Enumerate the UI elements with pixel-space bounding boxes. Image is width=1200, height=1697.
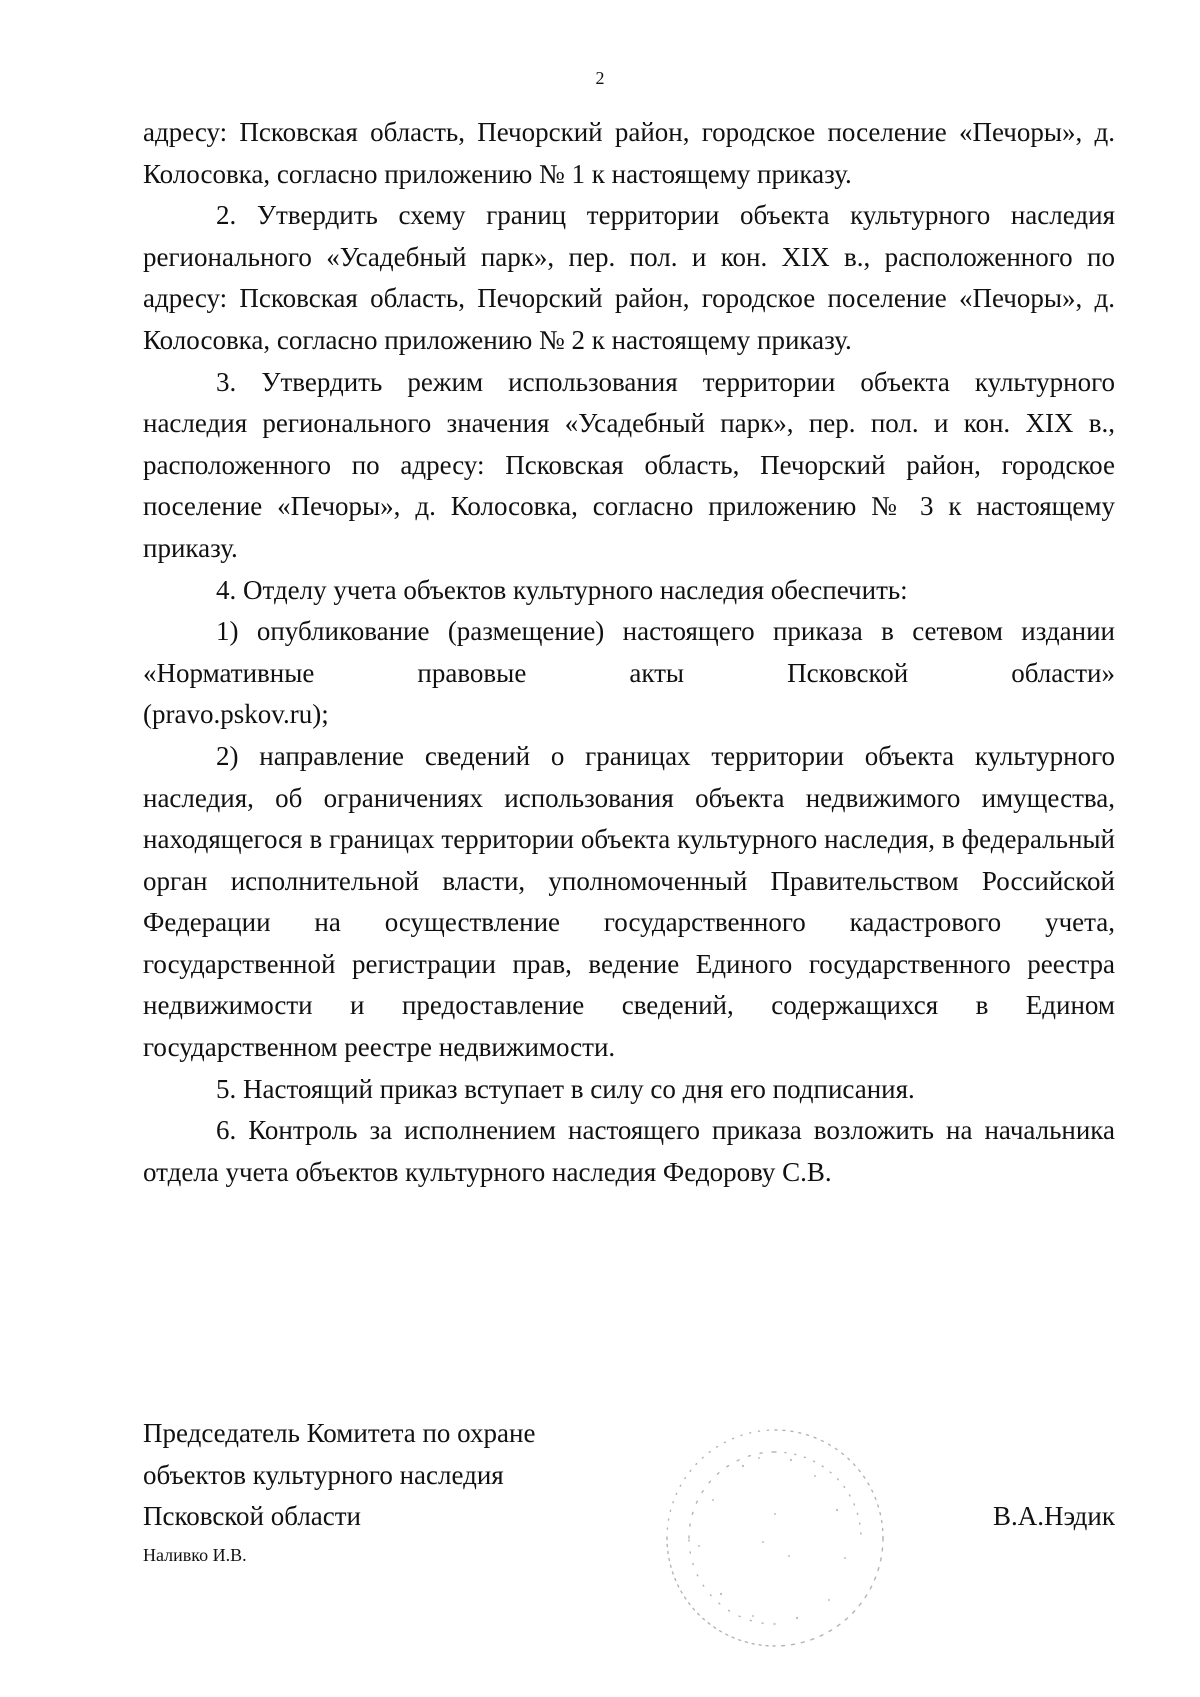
faint-round-seal-icon <box>655 1418 895 1658</box>
paragraph-item-4: 4. Отделу учета объектов культурного наследия обеспечить: <box>216 574 908 605</box>
paragraph-item-5: 5. Настоящий приказ вступает в силу со дня его подписания. <box>216 1073 915 1104</box>
signature-position <box>143 1413 643 1538</box>
paragraph-item-3: 3. Утвердить режим использования территории объекта культурного наследия регионального значения «Усадебный парк», пер. пол. и кон. XIX в., расположенного по адресу: Псковская область, Печорский район, городское поселение «Печоры», д. Колосовка, согласно приложению № 3 к настоящему приказу. <box>143 366 1115 563</box>
paragraph-subitem-2: 2) направление сведений о границах территории объекта культурного наследия, об ограничениях использования объекта недвижимого имущества, находящегося в границах территории объекта культурного наследия, в федеральный орган исполнительной власти, уполномоченный Правительством Российской Федерации на осуществление государственного кадастрового учета, государственной регистрации прав, ведение Единого государственного реестра недвижимости и предоставление сведений, содержащихся в Едином государственном реестре недвижимости. <box>143 740 1115 1063</box>
paragraph-subitem-1-link: (pravo.pskov.ru); <box>143 699 329 730</box>
signature-position-line: Псковской области <box>143 1501 362 1532</box>
signer-name: В.А.Нэдик <box>992 1501 1115 1531</box>
signature-position-line: объектов культурного наследия <box>143 1459 504 1490</box>
executor-name: Наливко И.В. <box>143 1545 247 1565</box>
document-body <box>143 112 1115 1193</box>
signature-position-line: Председатель Комитета по охране <box>143 1418 536 1448</box>
paragraph-subitem-1: 1) опубликование (размещение) настоящего приказа в сетевом издании «Нормативные правовые акты Псковской области» <box>143 616 1115 688</box>
paragraph-item-2: 2. Утвердить схему границ территории объекта культурного наследия регионального «Усадебный парк», пер. пол. и кон. XIX в., расположенного по адресу: Псковская область, Печорский район, городское поселение «Печоры», д. Колосовка, согласно приложению № 2 к настоящему приказу. <box>143 200 1115 355</box>
paragraph-continuation: адресу: Псковская область, Печорский район, городское поселение «Печоры», д. Колосовка, согласно приложению № 1 к настоящему приказу. <box>143 117 1115 189</box>
page-number: 2 <box>595 68 605 88</box>
paragraph-item-6: 6. Контроль за исполнением настоящего приказа возложить на начальника отдела учета объектов культурного наследия Федорову С.В. <box>143 1115 1115 1187</box>
